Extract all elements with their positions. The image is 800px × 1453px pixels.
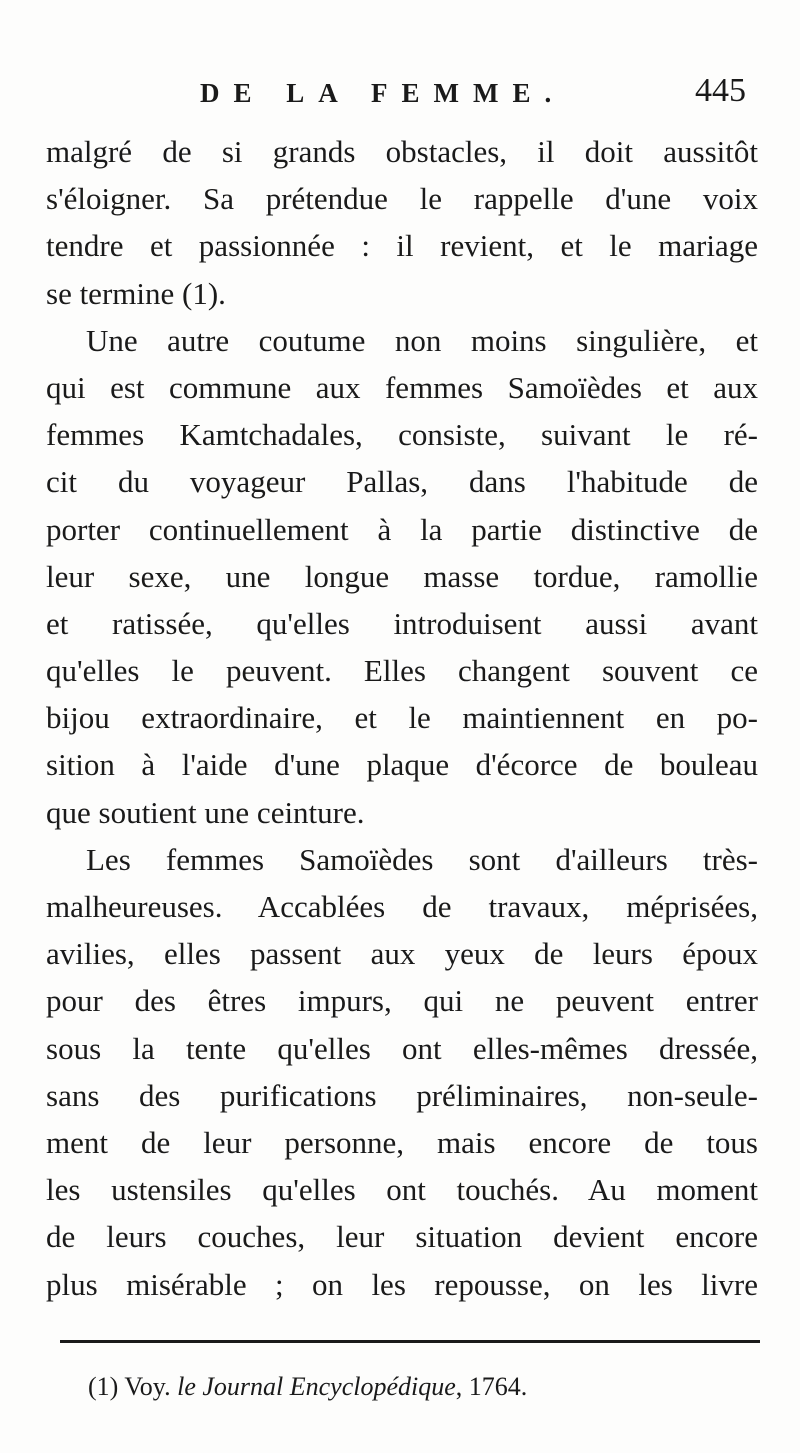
text-line: leur sexe, une longue masse tordue, ramollie [46,558,758,594]
text-line: sition à l'aide d'une plaque d'écorce de bouleau [46,747,758,783]
text-line: les ustensiles qu'elles ont touchés. Au moment [46,1172,758,1208]
text-line: porter continuellement à la partie distinctive de [46,511,758,547]
text-line: sous la tente qu'elles ont elles-mêmes dressée, [46,1030,758,1066]
text-line: malgré de si grands obstacles, il doit aussitôt [46,134,758,169]
text-line: plus misérable ; on les repousse, on les livre [46,1266,758,1302]
text-line: Les femmes Samoïèdes sont d'ailleurs très- [86,841,758,877]
text-line: qui est commune aux femmes Samoïèdes et aux [46,369,758,405]
footnote-rule [60,1340,760,1343]
text-line: et ratissée, qu'elles introduisent aussi avant [46,605,758,641]
footnote-work: le Journal Encyclopédique [177,1372,456,1401]
text-line: sans des purifications préliminaires, non-seule- [46,1077,758,1113]
text-line: malheureuses. Accablées de travaux, méprisées, [46,889,758,924]
body-text [46,128,758,1308]
footnote-year: , 1764. [455,1372,528,1401]
text-line: que soutient une ceinture. [46,794,365,830]
text-line: femmes Kamtchadales, consiste, suivant le ré- [46,417,758,453]
running-title: DE LA FEMME. [200,78,566,108]
text-line: Une autre coutume non moins singulière, et [86,322,758,358]
text-line: bijou extraordinaire, et le maintiennent en po- [46,700,758,736]
footnote-marker: (1) Voy. [88,1372,171,1401]
page-number: 445 [695,72,746,109]
text-line: se termine (1). [46,275,226,311]
text-line: avilies, elles passent aux yeux de leurs époux [46,936,758,972]
text-line: tendre et passionnée : il revient, et le mariage [46,228,758,264]
text-line: de leurs couches, leur situation devient encore [46,1219,758,1255]
running-head [46,72,758,124]
footnote [88,1372,527,1402]
text-line: pour des êtres impurs, qui ne peuvent entrer [46,983,758,1019]
text-line: s'éloigner. Sa prétendue le rappelle d'une voix [46,181,758,217]
text-line: ment de leur personne, mais encore de tous [46,1124,758,1160]
text-line: qu'elles le peuvent. Elles changent souvent ce [46,653,758,689]
text-line: cit du voyageur Pallas, dans l'habitude de [46,464,758,500]
